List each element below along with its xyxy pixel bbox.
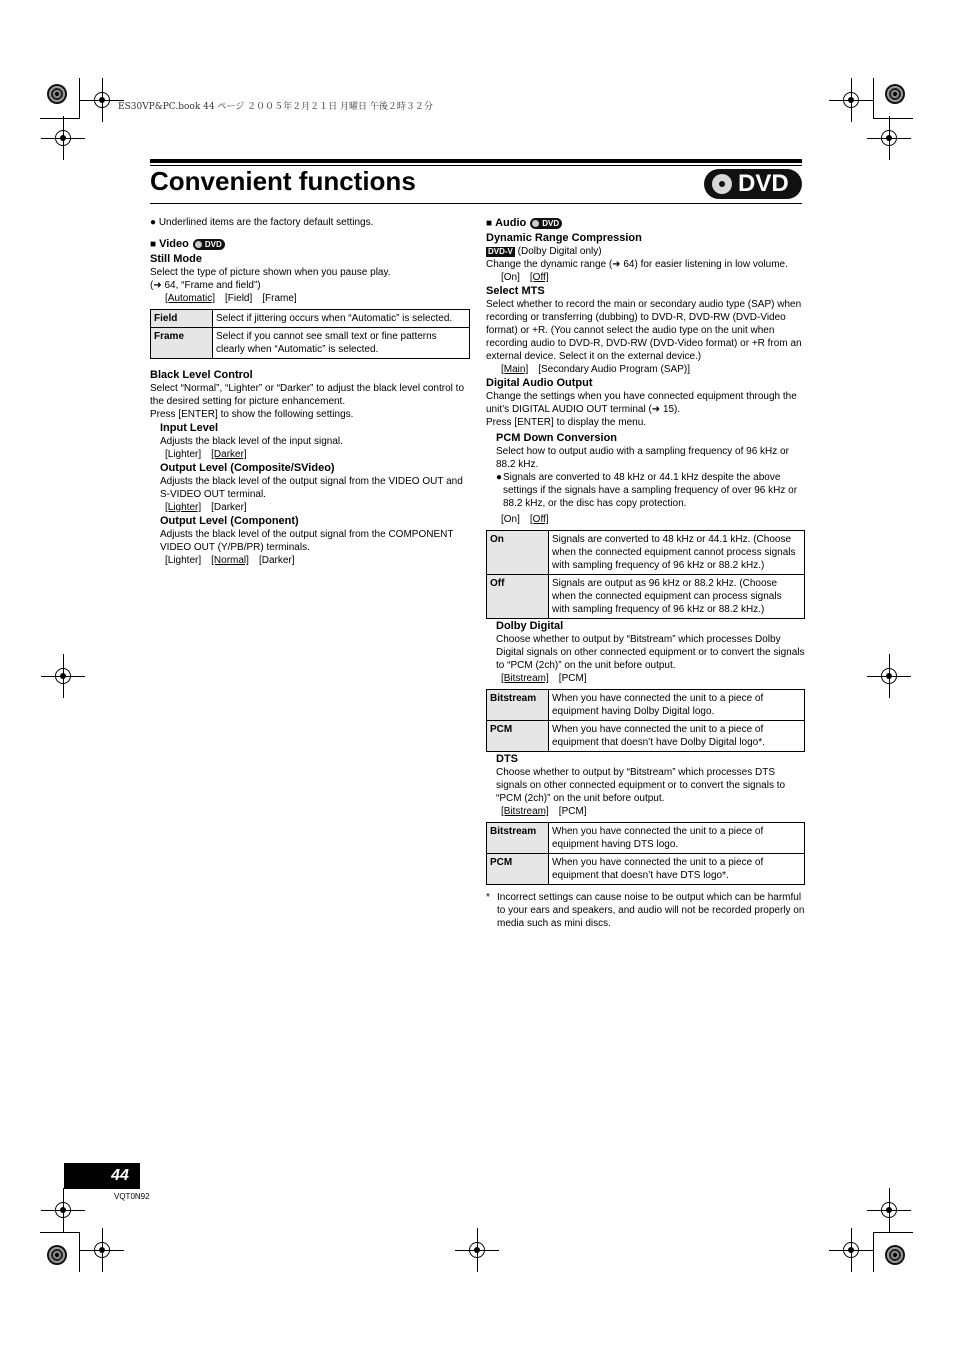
table-row: [487, 854, 805, 885]
title-rule-thick: [150, 159, 802, 163]
table-value: Signals are converted to 48 kHz or 44.1 kHz. (Choose when the connected equipment cannot process signals with sampling frequency of 96 kHz or 88.2 kHz.): [549, 531, 805, 575]
option-off: [Off]: [529, 272, 549, 283]
table-row: [487, 823, 805, 854]
option-lighter: [Lighter]: [165, 502, 202, 513]
drc-options: [486, 271, 805, 284]
still-mode-title: Still Mode: [150, 253, 202, 265]
option-darker: [Darker]: [211, 449, 247, 460]
option-pcm: [PCM]: [558, 806, 587, 817]
dolby-desc: Choose whether to output by “Bitstream” which processes Dolby Digital signals on other connected equipment or to convert the signals to “PCM (2ch)” on the unit before output.: [496, 634, 805, 671]
trim-line: [873, 118, 913, 119]
digital-out-title: Digital Audio Output: [486, 377, 593, 389]
trim-line: [873, 1232, 913, 1233]
dts-desc: Choose whether to output by “Bitstream” which processes DTS signals on other connected equipment or to convert the signals to “PCM (2ch)” on the unit before output.: [496, 767, 786, 804]
dolby-options: [486, 672, 805, 685]
trim-line: [40, 118, 80, 119]
still-mode-table: [150, 309, 470, 359]
option-lighter: [Lighter]: [165, 449, 202, 460]
page-number: 44: [111, 1167, 129, 1184]
option-main: [Main]: [501, 364, 529, 375]
registration-rosette-tl: [47, 84, 67, 104]
digital-out-desc2: Press [ENTER] to display the menu.: [486, 417, 647, 428]
table-value: Select if jittering occurs when “Automatic” is selected.: [213, 310, 470, 328]
mts-title: Select MTS: [486, 285, 545, 297]
pcm-bullet: ● Signals are converted to 48 kHz or 44.1 kHz despite the above settings if the signals have a sampling frequency of over 96 kHz or 88.2 kHz, or the disc has copy protection.: [496, 472, 798, 509]
table-row: [151, 310, 470, 328]
option-pcm: [PCM]: [558, 673, 587, 684]
option-sap: [Secondary Audio Program (SAP)]: [538, 364, 690, 375]
trim-line: [873, 1232, 874, 1272]
pcm-desc: Select how to output audio with a sampling frequency of 96 kHz or 88.2 kHz.: [496, 446, 789, 470]
dvd-v-tag: DVD-V: [488, 247, 513, 256]
table-row: [487, 531, 805, 575]
dts-table: [486, 822, 805, 885]
table-value: When you have connected the unit to a piece of equipment that doesn’t have Dolby Digital logo*.: [549, 721, 805, 752]
option-on: [On]: [501, 514, 520, 525]
drc-desc: Change the dynamic range (➜ 64) for easier listening in low volume.: [486, 259, 788, 270]
drc-tag-line: DVD-V (Dolby Digital only): [488, 246, 602, 257]
registration-rosette-bl: [47, 1245, 67, 1265]
output-composite-options: [150, 501, 470, 514]
still-mode-ref: (➜ 64, “Frame and field”): [150, 280, 261, 291]
option-darker: [Darker]: [211, 502, 247, 513]
black-level-desc: Select “Normal”, “Lighter” or “Darker” to adjust the black level control to the desired setting for picture enhancement.: [150, 383, 465, 407]
digital-out-desc: Change the settings when you have connected equipment through the unit’s DIGITAL AUDIO OUT terminal (➜ 15).: [486, 391, 797, 415]
input-level-options: [150, 448, 470, 461]
still-mode-desc: Select the type of picture shown when you pause play.: [150, 267, 391, 278]
dts-title: DTS: [496, 753, 518, 765]
table-key: On: [487, 531, 549, 575]
table-value: Signals are output as 96 kHz or 88.2 kHz. (Choose when the connected equipment can process signals with sampling frequency of 96 kHz or 88.2 kHz.): [549, 575, 805, 619]
doc-code: VQT0N92: [114, 1192, 150, 1201]
audio-heading: ■ Audio DVD: [486, 216, 805, 231]
input-level-title: Input Level: [160, 422, 219, 434]
table-value: When you have connected the unit to a piece of equipment having DTS logo.: [549, 823, 805, 854]
output-composite-title: Output Level (Composite/SVideo): [160, 462, 335, 474]
trim-line: [79, 1232, 80, 1272]
option-off: [Off]: [529, 514, 549, 525]
output-component-desc: Adjusts the black level of the output signal from the COMPONENT VIDEO OUT (Y/PB/PR) terminals.: [160, 529, 454, 553]
option-lighter: [Lighter]: [165, 555, 202, 566]
table-row: [487, 690, 805, 721]
mts-options: [486, 363, 805, 376]
trim-line: [79, 78, 80, 118]
table-value: When you have connected the unit to a piece of equipment having Dolby Digital logo.: [549, 690, 805, 721]
dvd-badge: [704, 169, 802, 199]
title-rule-bottom: [150, 203, 802, 204]
pcm-title: PCM Down Conversion: [496, 432, 618, 444]
table-row: [151, 328, 470, 359]
option-on: [On]: [501, 272, 520, 283]
dvd-mini-badge: DVD: [193, 239, 225, 250]
option-darker: [Darker]: [258, 555, 295, 566]
footnote-mark: *: [486, 892, 490, 903]
output-component-options: [150, 554, 470, 567]
table-key: Bitstream: [487, 823, 549, 854]
table-row: [487, 721, 805, 752]
square-bullet-icon: ■: [486, 218, 493, 229]
footnote-text: Incorrect settings can cause noise to be output which can be harmful to your ears and speakers, and audio will not be recorded properly on media such as mini discs.: [497, 892, 805, 929]
output-component-title: Output Level (Component): [160, 515, 299, 527]
table-row: [487, 575, 805, 619]
pcm-options: [486, 513, 805, 526]
dolby-table: [486, 689, 805, 752]
option-frame: [Frame]: [262, 293, 297, 304]
footnote: [486, 891, 805, 930]
option-bitstream: [Bitstream]: [501, 673, 549, 684]
print-header-file: ES30VP&PC.book 44 ページ ２００５年２月２１日 月曜日 午後２時３２分: [118, 102, 433, 112]
output-composite-desc: Adjusts the black level of the output signal from the VIDEO OUT and S-VIDEO OUT terminal.: [160, 476, 463, 500]
disc-icon: [712, 174, 732, 194]
table-value: Select if you cannot see small text or fine patterns clearly when “Automatic” is selected.: [213, 328, 470, 359]
table-key: Bitstream: [487, 690, 549, 721]
bullet-icon: ●: [496, 472, 503, 483]
trim-line: [873, 78, 874, 118]
bullet-icon: ●: [150, 217, 157, 228]
square-bullet-icon: ■: [150, 239, 157, 250]
video-heading: ■ Video DVD: [150, 237, 470, 252]
table-key: PCM: [487, 854, 549, 885]
registration-rosette-br: [885, 1245, 905, 1265]
option-bitstream: [Bitstream]: [501, 806, 549, 817]
option-field: [Field]: [225, 293, 253, 304]
page-title: Convenient functions: [150, 166, 416, 196]
table-key: Off: [487, 575, 549, 619]
dolby-title: Dolby Digital: [496, 620, 564, 632]
option-automatic: [Automatic]: [165, 293, 216, 304]
registration-rosette-tr: [885, 84, 905, 104]
table-value: When you have connected the unit to a piece of equipment that doesn’t have DTS logo*.: [549, 854, 805, 885]
pcm-table: [486, 530, 805, 619]
dvd-mini-badge: DVD: [530, 218, 562, 229]
drc-title: Dynamic Range Compression: [486, 232, 642, 244]
mts-desc: Select whether to record the main or secondary audio type (SAP) when recording or transferring (dubbing) to DVD-R, DVD-RW (DVD-Video format) or +R. (You cannot select the audio type on the unit when recording audio to DVD-R, DVD-RW (DVD-Video format) or +R from an external device. Select it on the external device.): [486, 299, 802, 362]
input-level-desc: Adjusts the black level of the input signal.: [160, 436, 343, 447]
intro-note: ● Underlined items are the factory default settings.: [150, 217, 374, 228]
dts-options: [486, 805, 805, 818]
right-column: [486, 216, 805, 930]
table-key: PCM: [487, 721, 549, 752]
black-level-desc2: Press [ENTER] to show the following settings.: [150, 409, 354, 420]
table-key: Field: [151, 310, 213, 328]
left-column: [150, 216, 470, 567]
trim-line: [40, 1232, 80, 1233]
dvd-badge-label: DVD: [738, 170, 789, 197]
still-mode-options: [150, 292, 470, 305]
table-key: Frame: [151, 328, 213, 359]
option-normal: [Normal]: [211, 555, 249, 566]
black-level-title: Black Level Control: [150, 369, 253, 381]
